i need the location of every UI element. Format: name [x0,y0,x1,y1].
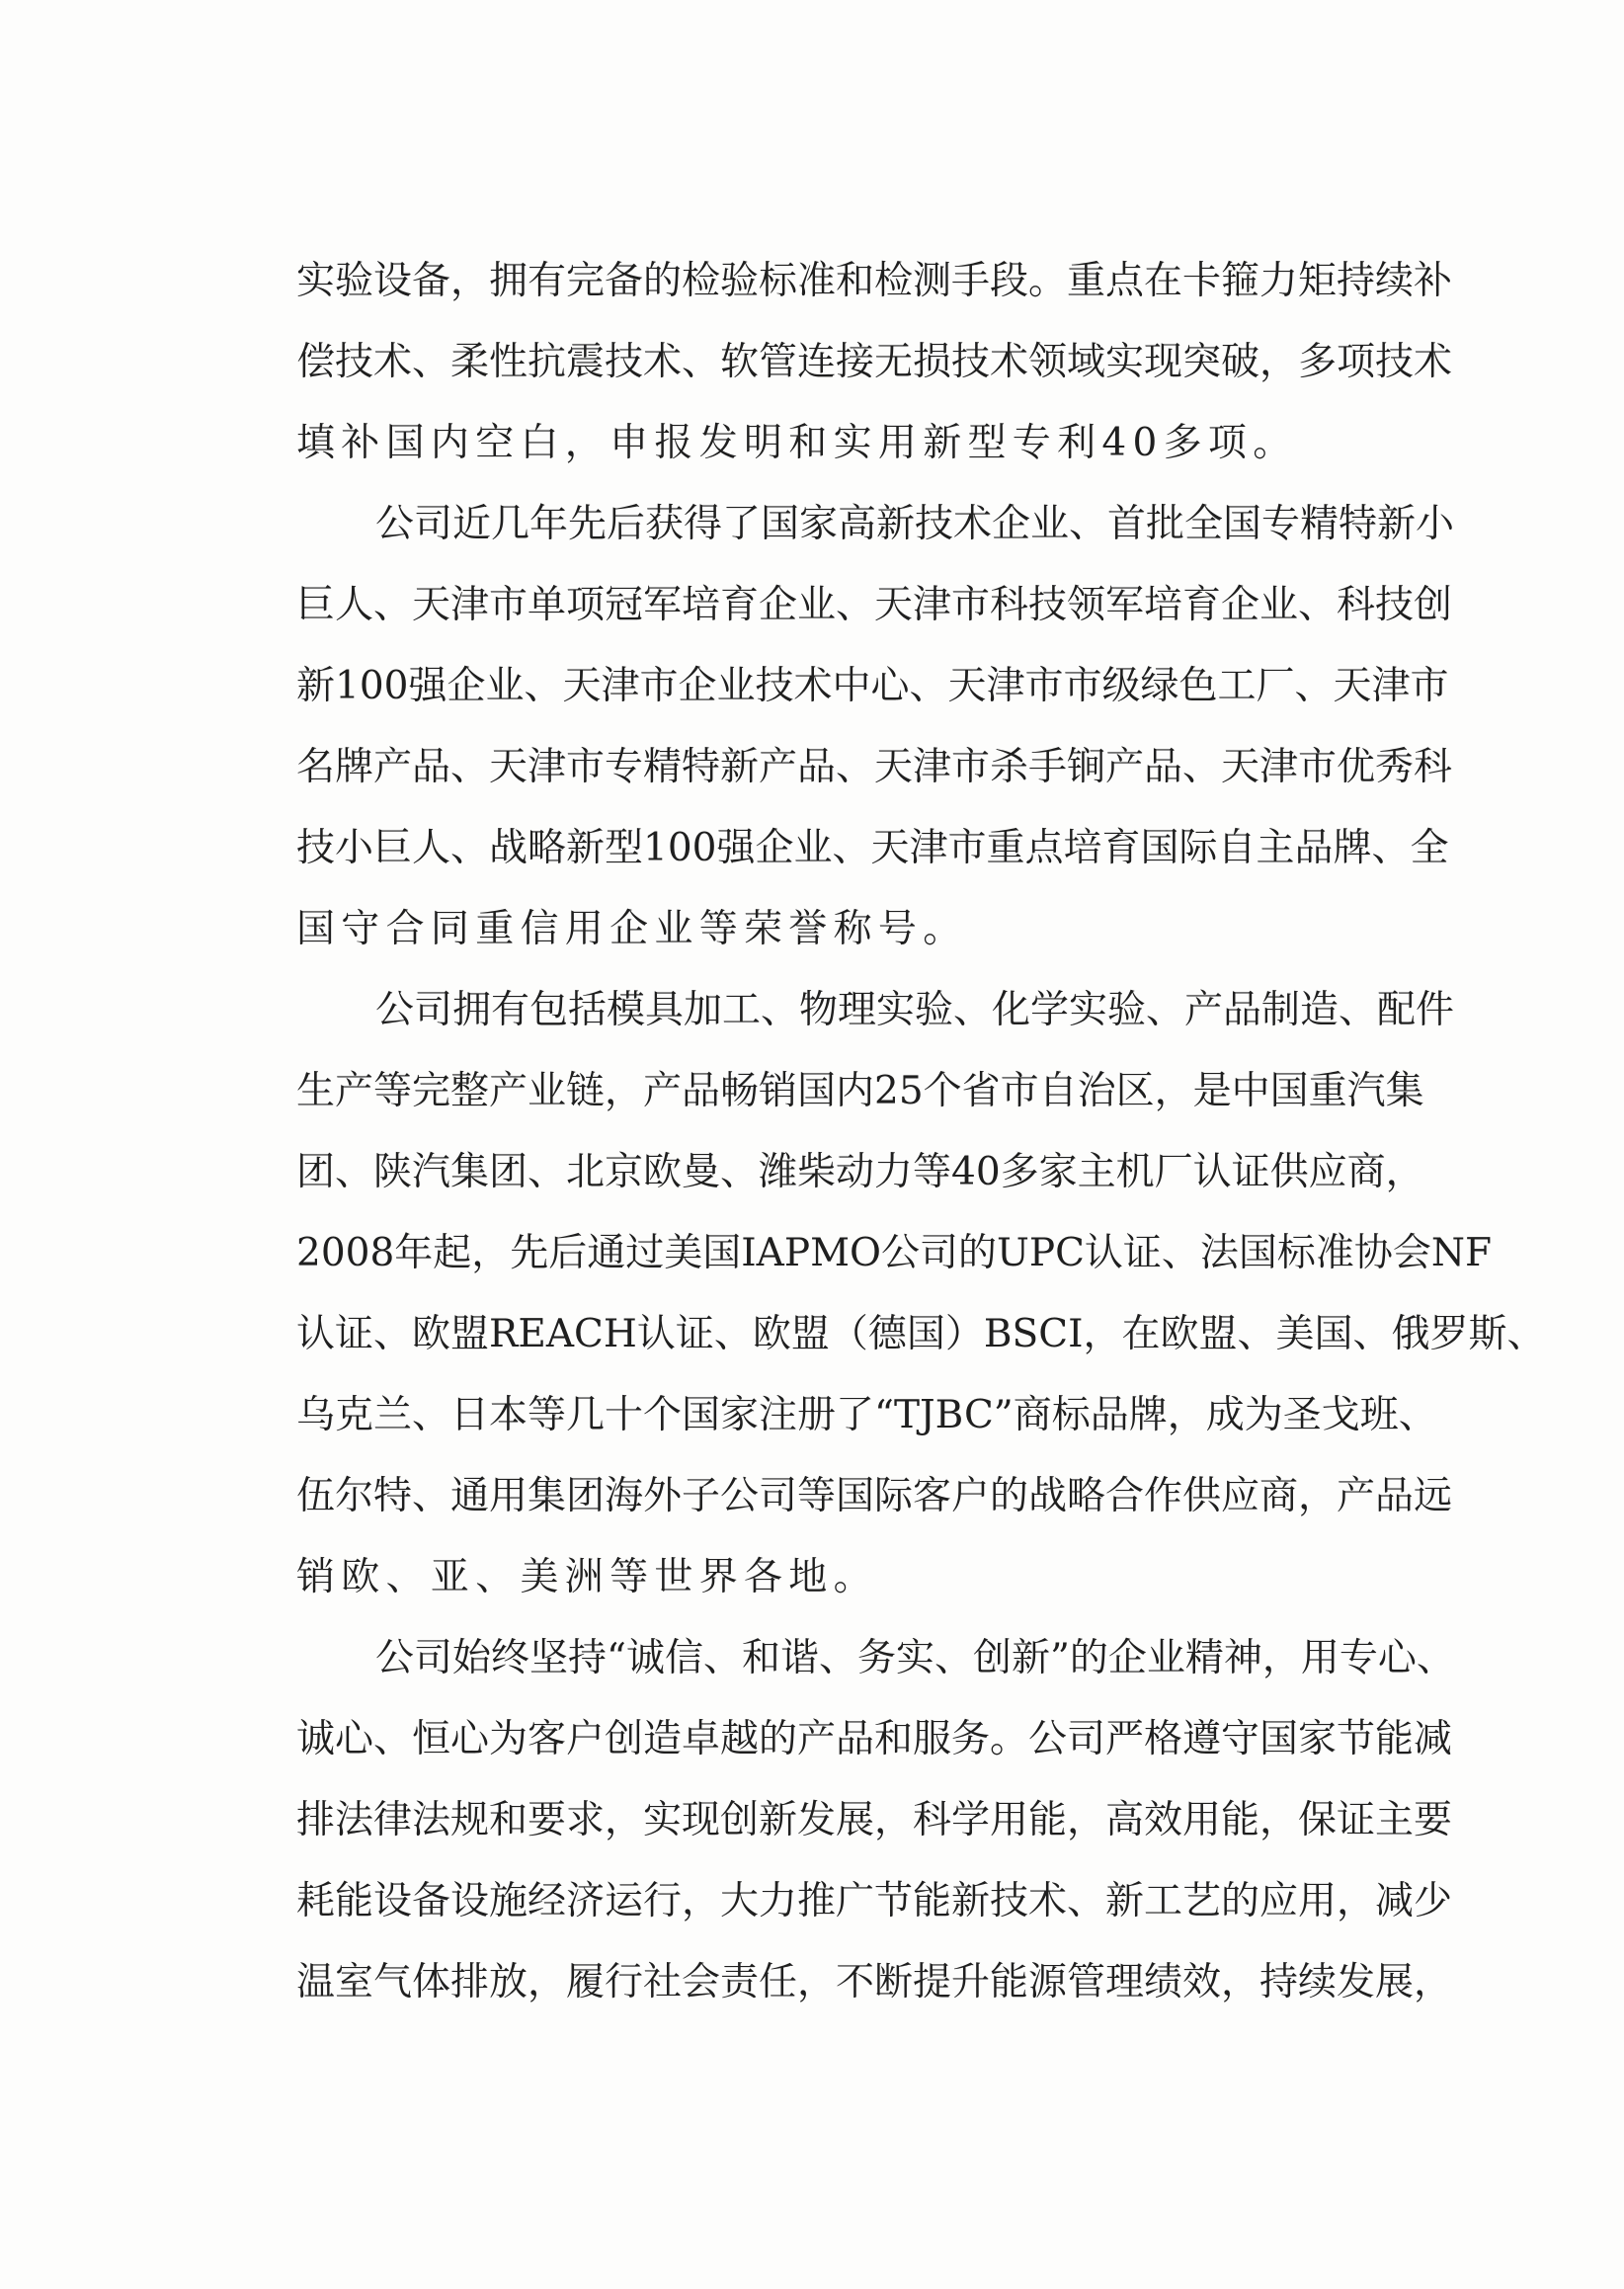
text-line: 2008年起，先后通过美国IAPMO公司的UPC认证、法国标准协会NF [296,1231,1493,1275]
text-line: 名牌产品、天津市专精特新产品、天津市杀手锏产品、天津市优秀科 [296,745,1453,789]
text-line: 认证、欧盟REACH认证、欧盟（德国）BSCI，在欧盟、美国、俄罗斯、 [296,1312,1546,1356]
text-line: 实验设备，拥有完备的检验标准和检测手段。重点在卡箍力矩持续补 [296,259,1453,303]
text-line: 填补国内空白，申报发明和实用新型专利40多项。 [296,421,1298,465]
document-body [296,241,1546,2023]
text-line: 生产等完整产业链，产品畅销国内25个省市自治区，是中国重汽集 [296,1069,1424,1113]
text-line: 伍尔特、通用集团海外子公司等国际客户的战略合作供应商，产品远 [296,1474,1453,1518]
text-line: 国守合同重信用企业等荣誉称号。 [296,907,968,951]
text-line: 公司始终坚持“诚信、和谐、务实、创新”的企业精神，用专心、 [375,1636,1455,1680]
text-line: 技小巨人、战略新型100强企业、天津市重点培育国际自主品牌、全 [296,826,1449,870]
text-line: 新100强企业、天津市企业技术中心、天津市市级绿色工厂、天津市 [296,664,1449,708]
text-line: 公司近几年先后获得了国家高新技术企业、首批全国专精特新小 [375,502,1455,546]
text-line: 诚心、恒心为客户创造卓越的产品和服务。公司严格遵守国家节能减 [296,1717,1453,1761]
text-line: 团、陕汽集团、北京欧曼、潍柴动力等40多家主机厂认证供应商， [296,1150,1424,1194]
text-line: 销欧、亚、美洲等世界各地。 [296,1555,878,1599]
text-line: 偿技术、柔性抗震技术、软管连接无损技术领域实现突破，多项技术 [296,340,1453,384]
text-line: 公司拥有包括模具加工、物理实验、化学实验、产品制造、配件 [375,988,1455,1032]
text-line: 排法律法规和要求，实现创新发展，科学用能，高效用能，保证主要 [296,1798,1453,1842]
text-line: 巨人、天津市单项冠军培育企业、天津市科技领军培育企业、科技创 [296,583,1453,627]
text-line: 耗能设备设施经济运行，大力推广节能新技术、新工艺的应用，减少 [296,1879,1453,1923]
text-line: 乌克兰、日本等几十个国家注册了“TJBC”商标品牌，成为圣戈班、 [296,1393,1437,1437]
text-line: 温室气体排放，履行社会责任，不断提升能源管理绩效，持续发展， [296,1960,1453,2004]
